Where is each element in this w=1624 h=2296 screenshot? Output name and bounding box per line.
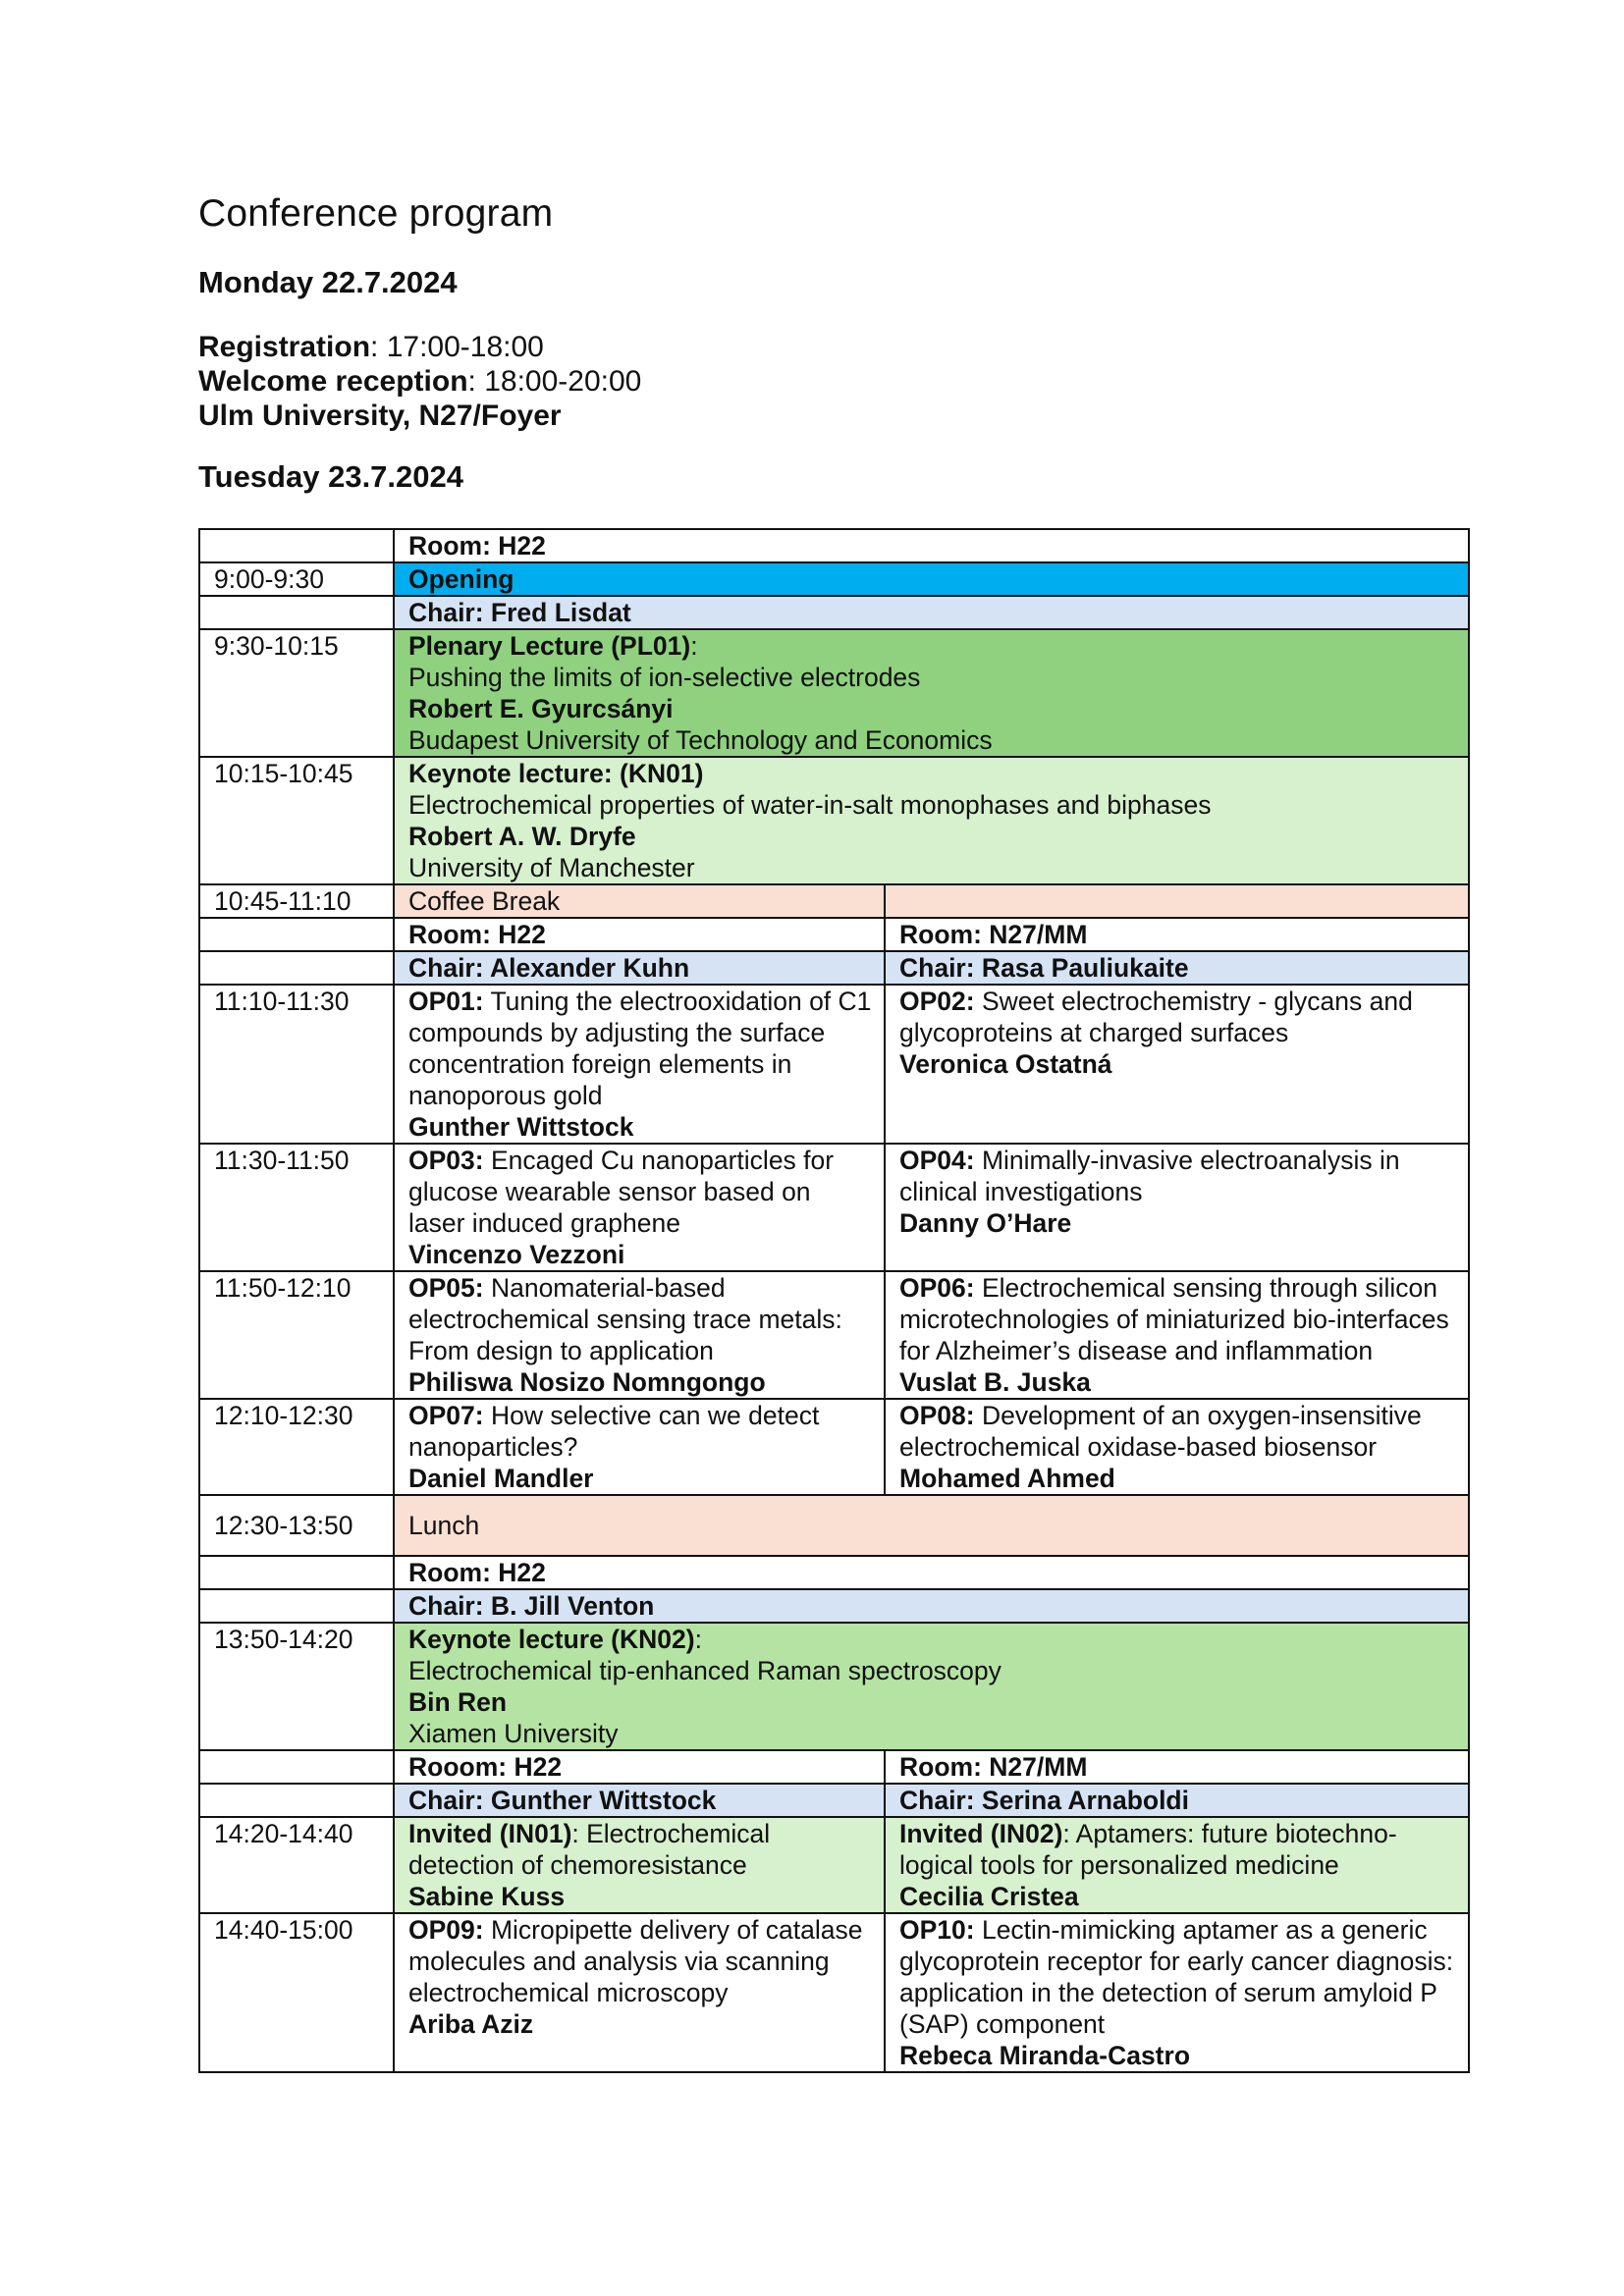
time-cell xyxy=(199,529,394,562)
room-cell: Room: N27/MM xyxy=(885,918,1469,951)
time-cell: 12:30-13:50 xyxy=(199,1495,394,1556)
talk-code: OP05: xyxy=(408,1273,484,1303)
time-cell xyxy=(199,918,394,951)
speaker-name: Robert E. Gyurcsányi xyxy=(408,694,674,723)
talk-title-line xyxy=(408,986,874,1111)
talk-title: Development of an oxygen-insensitive electrochemical oxidase-based biosensor xyxy=(899,1401,1422,1462)
talk-title-line xyxy=(899,1914,1458,2040)
talk-cell xyxy=(394,985,885,1144)
talk-title: Electrochemical tip-enhanced Raman spectroscopy xyxy=(408,1656,1001,1685)
venue: Ulm University, N27/Foyer xyxy=(198,400,562,432)
table-row xyxy=(199,1784,1469,1817)
invited-label: Invited (IN01) xyxy=(408,1819,572,1848)
talk-title-line xyxy=(899,1145,1458,1207)
speaker-name: Cecilia Cristea xyxy=(899,1882,1079,1911)
chair-cell: Chair: Fred Lisdat xyxy=(394,596,1469,629)
speaker-name: Robert A. W. Dryfe xyxy=(408,822,636,851)
speaker-name: Daniel Mandler xyxy=(408,1464,594,1493)
talk-code: OP06: xyxy=(899,1273,975,1303)
talk-title: Encaged Cu nanoparticles for glucose wearable sensor based on laser induced graphene xyxy=(408,1146,835,1238)
speaker-name: Sabine Kuss xyxy=(408,1882,566,1911)
talk-title-line xyxy=(408,1818,874,1881)
talk-cell xyxy=(394,1913,885,2072)
time-cell: 10:45-11:10 xyxy=(199,884,394,918)
talk-title: Electrochemical sensing through silicon microtechnologies of miniaturized bio-interfaces for Alzheimer’s disease and inflammation xyxy=(899,1273,1449,1365)
table-row xyxy=(199,1399,1469,1495)
talk-cell xyxy=(885,1271,1469,1399)
time-cell: 10:15-10:45 xyxy=(199,757,394,884)
room-cell: Room: H22 xyxy=(394,918,885,951)
time-cell: 11:10-11:30 xyxy=(199,985,394,1144)
page-title: Conference program xyxy=(198,192,554,235)
table-row xyxy=(199,596,1469,629)
time-cell: 11:30-11:50 xyxy=(199,1144,394,1271)
plenary-label-line xyxy=(408,630,1458,662)
time-cell xyxy=(199,1589,394,1623)
talk-title: Electrochemical properties of water-in-salt monophases and biphases xyxy=(408,790,1212,820)
talk-title: Nanomaterial-based electrochemical sensing trace metals: From design to application xyxy=(408,1273,842,1365)
talk-code: OP09: xyxy=(408,1915,484,1945)
talk-cell xyxy=(394,1144,885,1271)
talk-code: OP01: xyxy=(408,987,484,1016)
time-cell: 14:40-15:00 xyxy=(199,1913,394,2072)
lunch-cell: Lunch xyxy=(394,1495,1469,1556)
welcome-label: Welcome reception xyxy=(198,365,468,398)
talk-code: OP10: xyxy=(899,1915,975,1945)
talk-cell xyxy=(394,1271,885,1399)
table-row xyxy=(199,1271,1469,1399)
table-row xyxy=(199,1913,1469,2072)
plenary-cell xyxy=(394,629,1469,757)
time-cell: 11:50-12:10 xyxy=(199,1271,394,1399)
speaker-name: Gunther Wittstock xyxy=(408,1112,634,1142)
tuesday-heading: Tuesday 23.7.2024 xyxy=(198,459,463,494)
room-cell: Rooom: H22 xyxy=(394,1750,885,1784)
chair-cell: Chair: Serina Arnaboldi xyxy=(885,1784,1469,1817)
time-cell xyxy=(199,1750,394,1784)
time-cell: 9:00-9:30 xyxy=(199,562,394,596)
table-row xyxy=(199,1623,1469,1750)
program-table xyxy=(198,528,1470,2073)
plenary-label: Plenary Lecture (PL01) xyxy=(408,631,691,661)
keynote-label-line xyxy=(408,1624,1458,1655)
talk-title: Lectin-mimicking aptamer as a generic glycoprotein receptor for early cancer diagnosis: application in the detection of serum amyloid P (SAP) component xyxy=(899,1915,1454,2039)
speaker-name: Bin Ren xyxy=(408,1687,508,1717)
monday-info xyxy=(198,330,641,433)
keynote-label-line xyxy=(408,758,1458,789)
registration-label: Registration xyxy=(198,331,371,363)
talk-title: : Electrochemical detection of chemoresistance xyxy=(408,1819,771,1880)
keynote-cell xyxy=(394,757,1469,884)
welcome-time: : 18:00-20:00 xyxy=(467,365,642,398)
table-row xyxy=(199,757,1469,884)
talk-code: OP04: xyxy=(899,1146,975,1175)
time-cell xyxy=(199,596,394,629)
talk-code: OP08: xyxy=(899,1401,975,1430)
table-row xyxy=(199,1556,1469,1589)
talk-title-line xyxy=(899,1400,1458,1463)
chair-cell: Chair: Rasa Pauliukaite xyxy=(885,951,1469,985)
registration-time: : 17:00-18:00 xyxy=(370,331,544,363)
table-row xyxy=(199,529,1469,562)
talk-title: Minimally-invasive electroanalysis in clinical investigations xyxy=(899,1146,1400,1206)
keynote-code: : (KN01) xyxy=(603,759,704,788)
talk-cell xyxy=(885,985,1469,1144)
table-row xyxy=(199,629,1469,757)
chair-cell: Chair: Gunther Wittstock xyxy=(394,1784,885,1817)
time-cell xyxy=(199,1784,394,1817)
speaker-name: Vincenzo Vezzoni xyxy=(408,1240,625,1269)
table-row xyxy=(199,918,1469,951)
time-cell: 14:20-14:40 xyxy=(199,1817,394,1913)
talk-code: OP07: xyxy=(408,1401,484,1430)
table-row xyxy=(199,1589,1469,1623)
table-row xyxy=(199,1495,1469,1556)
talk-title: Pushing the limits of ion-selective electrodes xyxy=(408,663,921,692)
speaker-name: Veronica Ostatná xyxy=(899,1049,1112,1079)
talk-title: Micropipette delivery of catalase molecules and analysis via scanning electrochemical microscopy xyxy=(408,1915,863,2007)
room-cell: Room: H22 xyxy=(394,1556,1469,1589)
talk-cell xyxy=(885,1913,1469,2072)
talk-title-line xyxy=(408,1914,874,2008)
talk-title-line xyxy=(408,1145,874,1239)
affiliation: University of Manchester xyxy=(408,853,695,882)
table-row xyxy=(199,1144,1469,1271)
table-row xyxy=(199,884,1469,918)
keynote-colon: : xyxy=(694,1625,702,1654)
talk-cell xyxy=(885,1144,1469,1271)
monday-heading: Monday 22.7.2024 xyxy=(198,265,458,299)
plenary-colon: : xyxy=(690,631,698,661)
table-row xyxy=(199,1750,1469,1784)
table-row xyxy=(199,951,1469,985)
speaker-name: Vuslat B. Juska xyxy=(899,1367,1091,1397)
talk-title-line xyxy=(899,986,1458,1048)
keynote-label: Keynote lecture (KN02) xyxy=(408,1625,695,1654)
table-row xyxy=(199,562,1469,596)
talk-title: How selective can we detect nanoparticles? xyxy=(408,1401,820,1462)
invited-label: Invited (IN02) xyxy=(899,1819,1063,1848)
speaker-name: Ariba Aziz xyxy=(408,2009,534,2039)
talk-title-line xyxy=(899,1272,1458,1366)
time-cell xyxy=(199,1556,394,1589)
time-cell: 12:10-12:30 xyxy=(199,1399,394,1495)
chair-cell: Chair: B. Jill Venton xyxy=(394,1589,1469,1623)
room-cell: Room: N27/MM xyxy=(885,1750,1469,1784)
room-cell: Room: H22 xyxy=(394,529,1469,562)
talk-code: OP03: xyxy=(408,1146,484,1175)
table-row xyxy=(199,985,1469,1144)
affiliation: Xiamen University xyxy=(408,1719,619,1748)
invited-cell xyxy=(394,1817,885,1913)
speaker-name: Philiswa Nosizo Nomngongo xyxy=(408,1367,766,1397)
chair-cell: Chair: Alexander Kuhn xyxy=(394,951,885,985)
keynote-label: Keynote lecture xyxy=(408,759,604,788)
time-cell: 9:30-10:15 xyxy=(199,629,394,757)
affiliation: Budapest University of Technology and Economics xyxy=(408,725,993,755)
talk-title-line xyxy=(408,1272,874,1366)
invited-cell xyxy=(885,1817,1469,1913)
time-cell: 13:50-14:20 xyxy=(199,1623,394,1750)
table-row xyxy=(199,1817,1469,1913)
talk-title: Sweet electrochemistry - glycans and glycoproteins at charged surfaces xyxy=(899,987,1413,1047)
talk-title: : Aptamers: future biotechno-logical tools for personalized medicine xyxy=(899,1819,1397,1880)
time-cell xyxy=(199,951,394,985)
talk-title: Tuning the electrooxidation of C1 compounds by adjusting the surface concentration foreign elements in nanoporous gold xyxy=(408,987,872,1110)
speaker-name: Mohamed Ahmed xyxy=(899,1464,1115,1493)
talk-title-line xyxy=(408,1400,874,1463)
talk-code: OP02: xyxy=(899,987,975,1016)
opening-cell: Opening xyxy=(394,562,1469,596)
talk-cell xyxy=(394,1399,885,1495)
speaker-name: Danny O’Hare xyxy=(899,1208,1072,1238)
venue-line xyxy=(198,399,641,433)
talk-title-line xyxy=(899,1818,1458,1881)
registration-line xyxy=(198,330,641,364)
keynote-cell xyxy=(394,1623,1469,1750)
coffee-break-empty-cell xyxy=(885,884,1469,918)
speaker-name: Rebeca Miranda-Castro xyxy=(899,2041,1191,2070)
welcome-line xyxy=(198,364,641,399)
talk-cell xyxy=(885,1399,1469,1495)
coffee-break-cell: Coffee Break xyxy=(394,884,885,918)
